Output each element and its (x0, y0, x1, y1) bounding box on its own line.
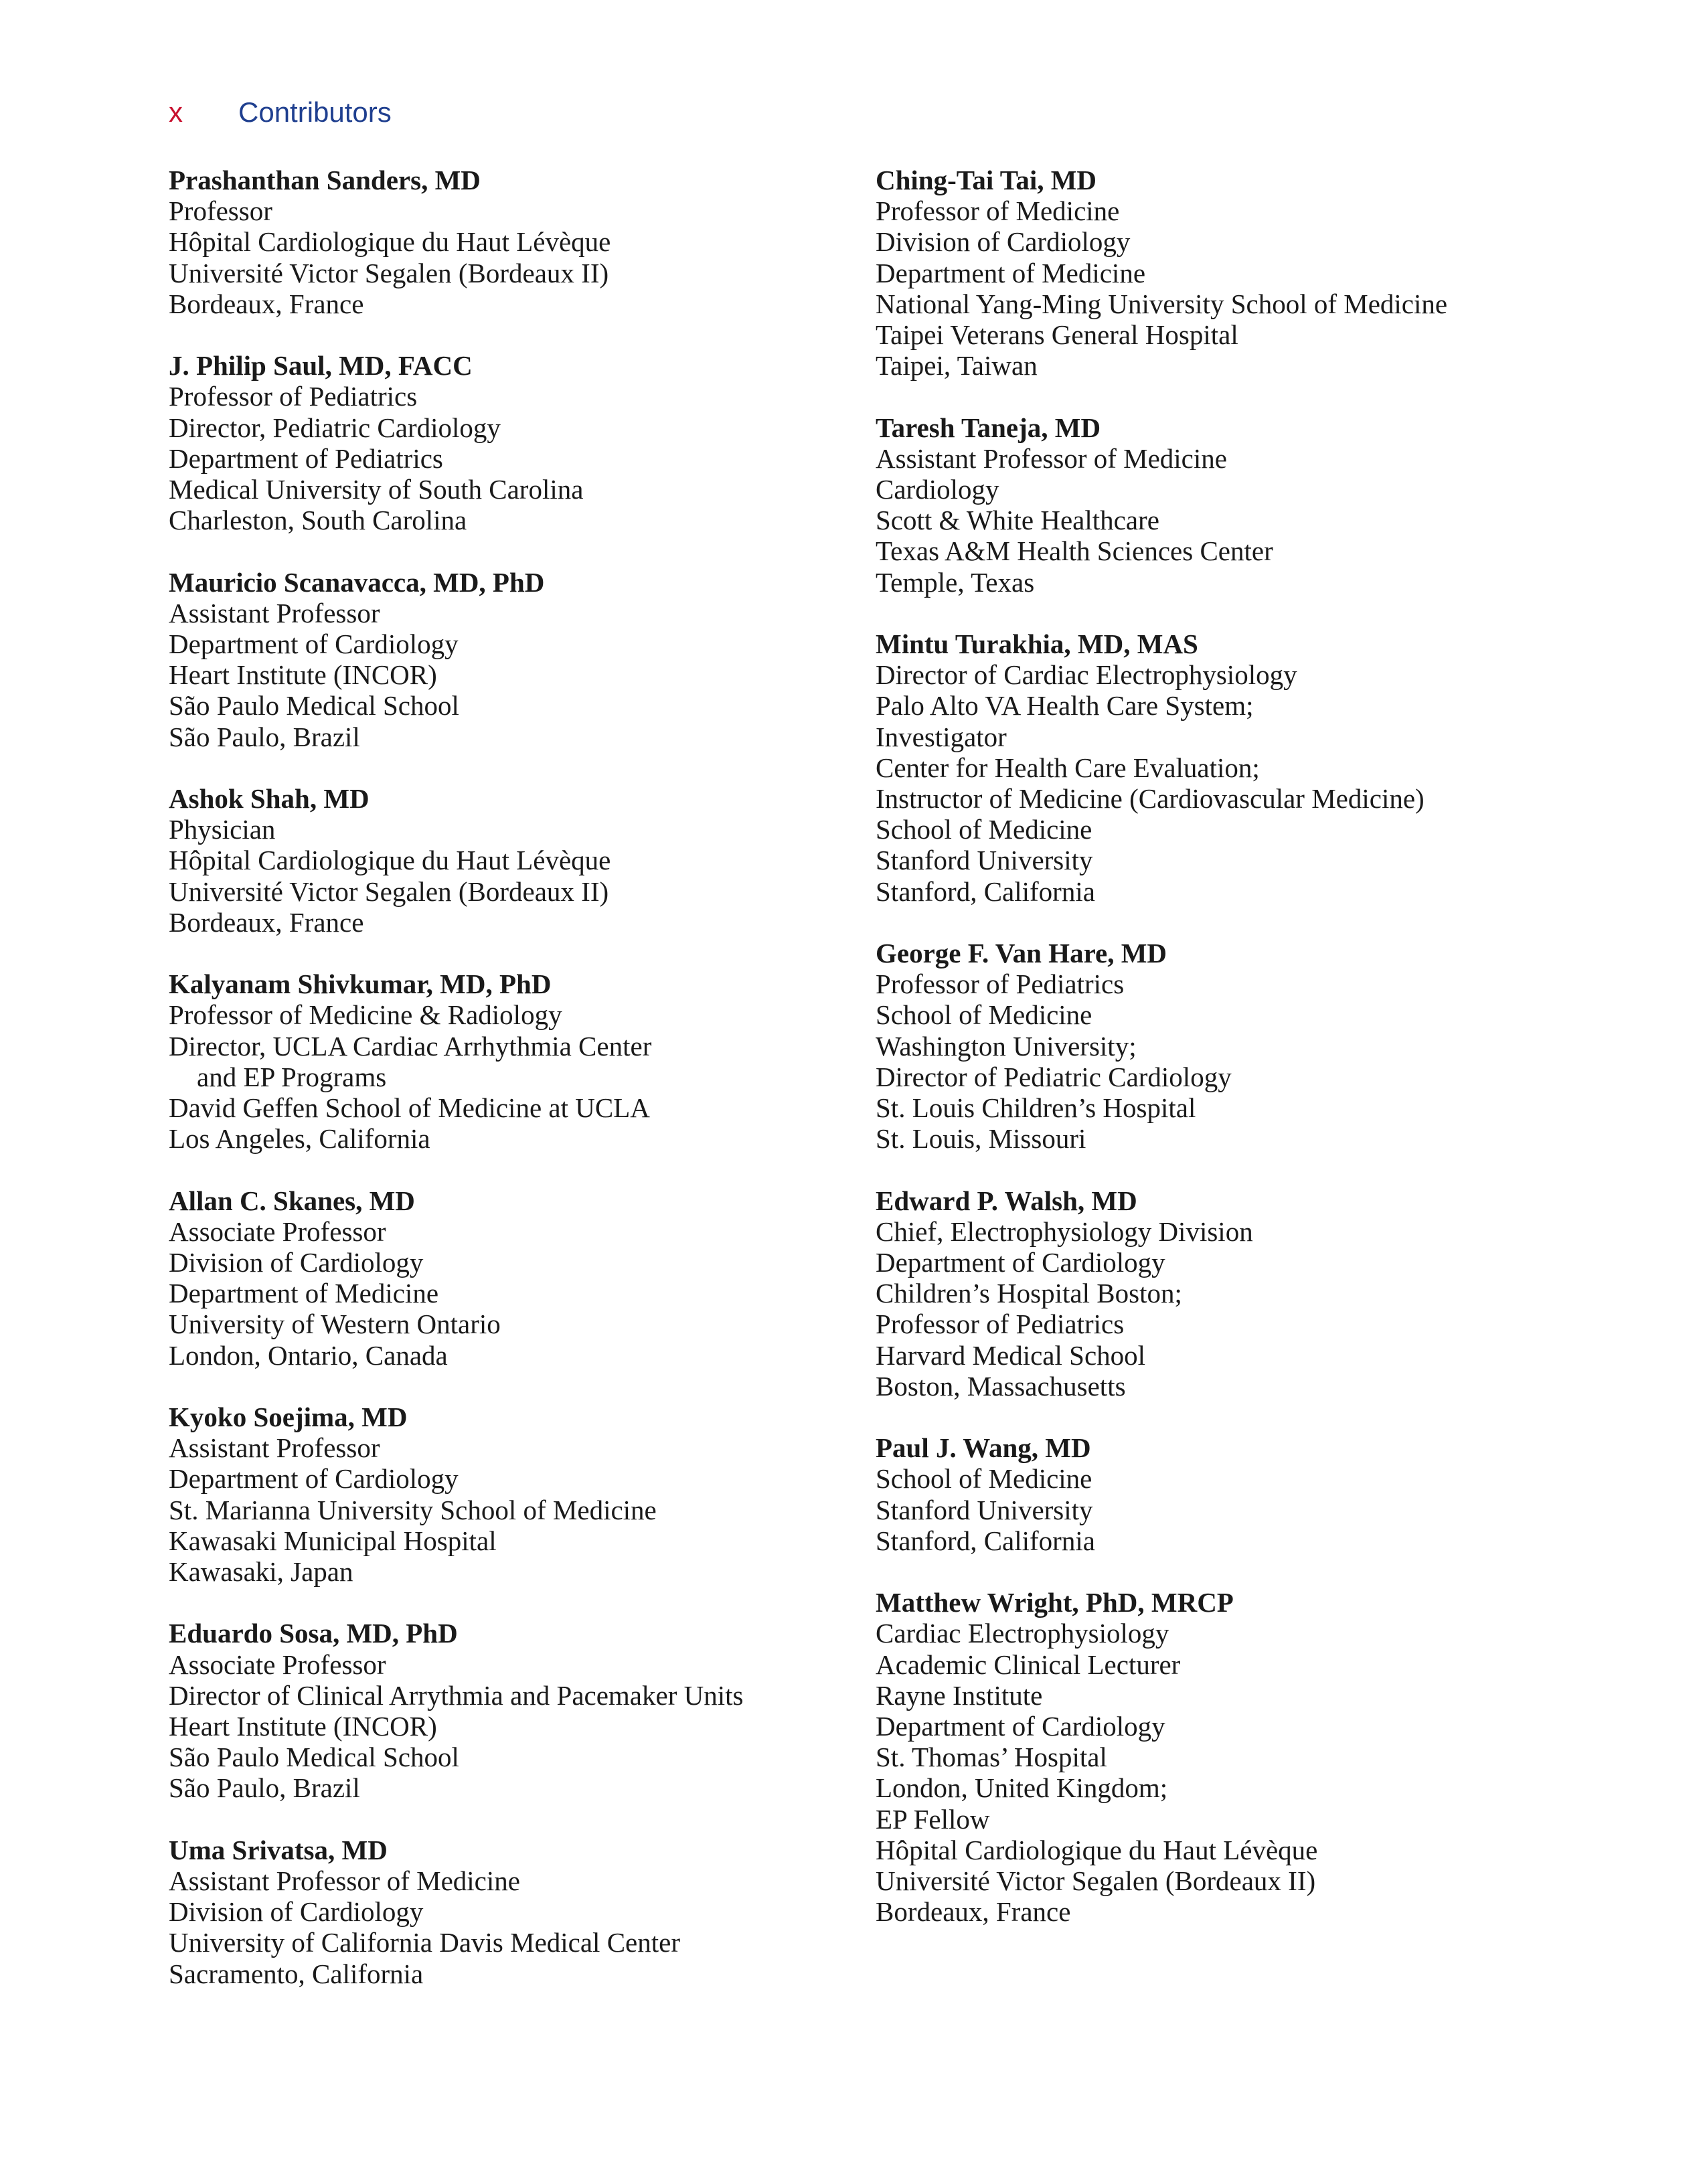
affiliation-line: Bordeaux, France (169, 288, 364, 319)
affiliation-line: School of Medicine (876, 1463, 1092, 1495)
affiliation-line: Division of Cardiology (169, 1247, 424, 1278)
affiliation-line: Department of Cardiology (169, 628, 459, 660)
affiliation-line: Associate Professor (169, 1649, 386, 1680)
affiliation-line: Director of Clinical Arrythmia and Pacemaker Units (169, 1679, 744, 1711)
affiliation-line: School of Medicine (876, 814, 1092, 845)
contributor-entry (169, 1402, 838, 1587)
affiliation-line: Temple, Texas (876, 566, 1035, 598)
contributor-entry (876, 165, 1645, 381)
affiliation-line: São Paulo Medical School (169, 690, 459, 722)
contributor-entry (876, 412, 1645, 598)
contributor-name: Uma Srivatsa, MD (169, 1834, 388, 1865)
page-header (169, 92, 392, 133)
affiliation-line: Director, UCLA Cardiac Arrhythmia Center (169, 1030, 652, 1062)
contributor-name: Edward P. Walsh, MD (876, 1185, 1137, 1216)
affiliation-line: Kawasaki, Japan (169, 1556, 353, 1588)
affiliation-line: Université Victor Segalen (Bordeaux II) (169, 257, 609, 288)
affiliation-line: São Paulo, Brazil (169, 721, 360, 752)
affiliation-line: Instructor of Medicine (Cardiovascular Medicine) (876, 783, 1425, 815)
affiliation-line: Department of Cardiology (876, 1711, 1165, 1742)
contributor-entry (169, 1835, 838, 1989)
contributor-entry (876, 1587, 1645, 1927)
affiliation-line: Rayne Institute (876, 1679, 1043, 1711)
affiliation-line: Division of Cardiology (169, 1896, 424, 1928)
contributor-entry (876, 1185, 1645, 1402)
contributor-name: Kyoko Soejima, MD (169, 1402, 408, 1433)
right-column (876, 165, 1645, 1958)
affiliation-line: Professor of Pediatrics (876, 969, 1125, 1000)
contributor-entry (876, 1432, 1645, 1556)
affiliation-line: Stanford, California (876, 1525, 1095, 1556)
contributor-name: Prashanthan Sanders, MD (169, 165, 481, 195)
contributor-name: Paul J. Wang, MD (876, 1432, 1091, 1464)
contributor-name: Ashok Shah, MD (169, 783, 370, 815)
contributor-name: J. Philip Saul, MD, FACC (169, 350, 473, 382)
affiliation-line: Division of Cardiology (876, 226, 1131, 258)
affiliation-line: University of California Davis Medical Center (169, 1927, 680, 1958)
affiliation-line: Washington University; (876, 1030, 1137, 1062)
contributor-name: Kalyanam Shivkumar, MD, PhD (169, 969, 552, 1000)
contributor-entry (169, 1618, 838, 1803)
affiliation-line: Hôpital Cardiologique du Haut Lévèque (169, 845, 611, 876)
contributor-entry (169, 1185, 838, 1371)
affiliation-line: Professor of Pediatrics (876, 1309, 1125, 1340)
contributor-name: Mintu Turakhia, MD, MAS (876, 628, 1198, 660)
contributor-entry (169, 165, 838, 319)
affiliation-line: Université Victor Segalen (Bordeaux II) (876, 1865, 1316, 1897)
affiliation-line: Department of Medicine (876, 257, 1146, 288)
affiliation-line: London, Ontario, Canada (169, 1339, 448, 1371)
contributor-entry (169, 783, 838, 938)
affiliation-line: David Geffen School of Medicine at UCLA (169, 1092, 650, 1124)
running-header-title: Contributors (238, 96, 392, 128)
affiliation-line: Bordeaux, France (876, 1896, 1071, 1928)
affiliation-line: Medical University of South Carolina (169, 474, 584, 505)
affiliation-line: Department of Cardiology (169, 1463, 459, 1495)
affiliation-line: Department of Pediatrics (169, 442, 443, 474)
contributor-name: Allan C. Skanes, MD (169, 1185, 415, 1216)
affiliation-line: Heart Institute (INCOR) (169, 659, 437, 691)
affiliation-line: Bordeaux, France (169, 906, 364, 938)
contributor-entry (169, 567, 838, 752)
affiliation-line: Physician (169, 814, 276, 845)
affiliation-line: Department of Cardiology (876, 1247, 1165, 1278)
affiliation-line: Director of Pediatric Cardiology (876, 1061, 1232, 1092)
affiliation-line: Taipei Veterans General Hospital (876, 319, 1238, 351)
contributor-entry (169, 350, 838, 535)
affiliation-line: Taipei, Taiwan (876, 350, 1038, 382)
affiliation-line: Heart Institute (INCOR) (169, 1711, 437, 1742)
affiliation-line: St. Marianna University School of Medicine (169, 1494, 657, 1525)
affiliation-line: Director of Cardiac Electrophysiology (876, 659, 1297, 691)
affiliation-line: Cardiac Electrophysiology (876, 1618, 1169, 1649)
contributor-name: Matthew Wright, PhD, MRCP (876, 1587, 1234, 1618)
affiliation-line: Harvard Medical School (876, 1339, 1146, 1371)
affiliation-line: São Paulo, Brazil (169, 1772, 360, 1804)
affiliation-line: Stanford, California (876, 875, 1095, 907)
page-number: x (169, 96, 183, 128)
affiliation-line: Professor of Medicine (876, 195, 1120, 227)
affiliation-line: Los Angeles, California (169, 1123, 430, 1155)
affiliation-line: University of Western Ontario (169, 1309, 501, 1340)
contributor-name: Eduardo Sosa, MD, PhD (169, 1618, 458, 1649)
contributor-name: Mauricio Scanavacca, MD, PhD (169, 566, 545, 598)
affiliation-line: London, United Kingdom; (876, 1772, 1168, 1804)
contributor-name: Taresh Taneja, MD (876, 412, 1101, 443)
affiliation-line: Assistant Professor of Medicine (876, 442, 1227, 474)
affiliation-line: Department of Medicine (169, 1278, 439, 1309)
contributor-entry (876, 938, 1645, 1154)
affiliation-line: Boston, Massachusetts (876, 1370, 1126, 1402)
contributor-name: George F. Van Hare, MD (876, 938, 1167, 969)
affiliation-line: Université Victor Segalen (Bordeaux II) (169, 875, 609, 907)
affiliation-line: Assistant Professor (169, 597, 380, 628)
left-column (169, 165, 838, 2020)
affiliation-line: Assistant Professor of Medicine (169, 1865, 520, 1897)
affiliation-line: Palo Alto VA Health Care System; (876, 690, 1254, 722)
affiliation-line: Kawasaki Municipal Hospital (169, 1525, 497, 1556)
affiliation-line: Investigator (876, 721, 1007, 752)
affiliation-line: Professor (169, 195, 272, 227)
affiliation-line: St. Thomas’ Hospital (876, 1742, 1107, 1773)
contributor-name: Ching-Tai Tai, MD (876, 165, 1097, 195)
affiliation-line: Sacramento, California (169, 1958, 424, 1989)
affiliation-line: St. Louis, Missouri (876, 1123, 1086, 1155)
affiliation-line: St. Louis Children’s Hospital (876, 1092, 1196, 1124)
affiliation-line: Hôpital Cardiologique du Haut Lévèque (876, 1834, 1318, 1865)
affiliation-line: Children’s Hospital Boston; (876, 1278, 1182, 1309)
affiliation-line: Cardiology (876, 474, 999, 505)
affiliation-line: Charleston, South Carolina (169, 505, 467, 536)
contributor-entry (876, 628, 1645, 907)
affiliation-line: Professor of Pediatrics (169, 381, 418, 412)
affiliation-line: Chief, Electrophysiology Division (876, 1215, 1253, 1247)
affiliation-line: São Paulo Medical School (169, 1742, 459, 1773)
affiliation-line: Academic Clinical Lecturer (876, 1649, 1181, 1680)
affiliation-line: Scott & White Healthcare (876, 505, 1159, 536)
affiliation-line: EP Fellow (876, 1803, 990, 1835)
affiliation-line: Stanford University (876, 845, 1093, 876)
affiliation-line: Texas A&M Health Sciences Center (876, 535, 1273, 567)
affiliation-line: Director, Pediatric Cardiology (169, 412, 501, 443)
affiliation-line: Assistant Professor (169, 1432, 380, 1464)
affiliation-line: Professor of Medicine & Radiology (169, 999, 562, 1031)
affiliation-line: National Yang-Ming University School of Medicine (876, 288, 1448, 319)
affiliation-line: and EP Programs (197, 1061, 387, 1092)
contributor-entry (169, 969, 838, 1154)
affiliation-line: Associate Professor (169, 1215, 386, 1247)
affiliation-line: School of Medicine (876, 999, 1092, 1031)
affiliation-line: Stanford University (876, 1494, 1093, 1525)
affiliation-line: Center for Health Care Evaluation; (876, 752, 1260, 783)
affiliation-line: Hôpital Cardiologique du Haut Lévèque (169, 226, 611, 258)
